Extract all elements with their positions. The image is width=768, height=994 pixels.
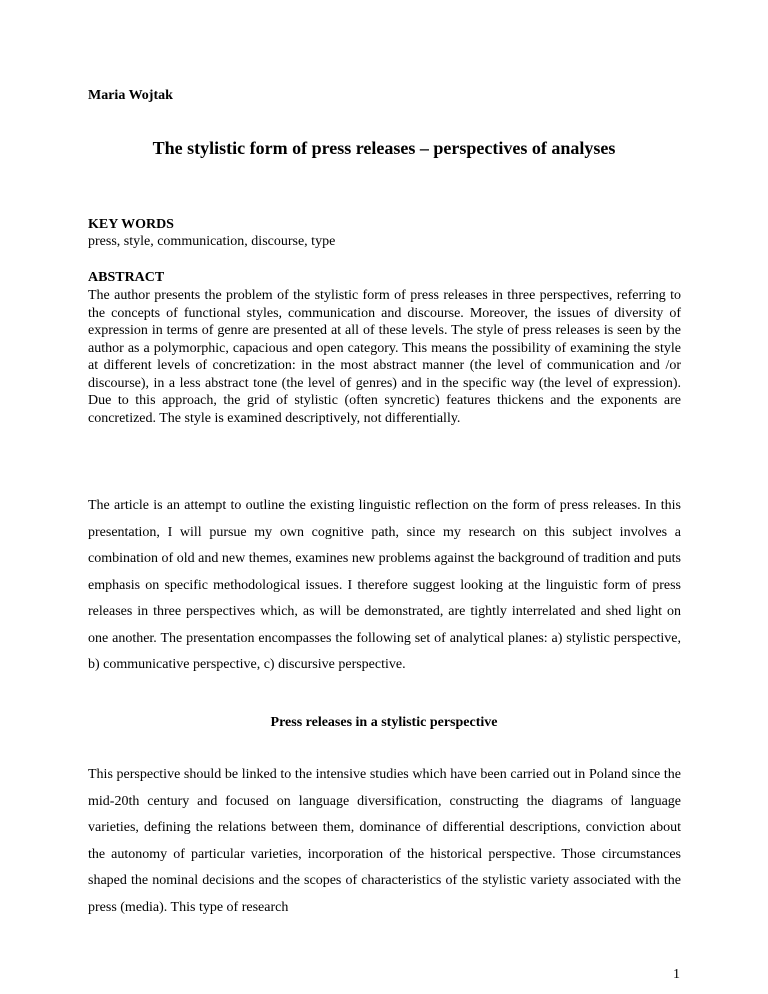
author-name: Maria Wojtak (88, 88, 173, 103)
keywords-text: press, style, communication, discourse, type (88, 234, 336, 249)
abstract-text: The author presents the problem of the stylistic form of press releases in three perspectives, referring to the concepts of functional styles, communication and discourse. Moreover, the issues of diversity of expression in terms of genre are presented at all of these levels. The style of press releases is seen by the author as a polymorphic, capacious and open category. This means the possibility of examining the style at different levels of concretization: in the most abstract manner (the level of communication and /or discourse), in a less abstract tone (the level of genres) and in the specific way (the level of expression). Due to this approach, the grid of stylistic (often syncretic) features thickens and the exponents are concretized. The style is examined descriptively, not differentially. (88, 288, 681, 426)
section-heading: Press releases in a stylistic perspective (270, 715, 498, 730)
intro-paragraph: The article is an attempt to outline the existing linguistic reflection on the form of press releases. In this presentation, I will pursue my own cognitive path, since my research on this subject involves a combination of old and new themes, examines new problems against the background of tradition and puts emphasis on specific methodological issues. I therefore suggest looking at the linguistic form of press releases in three perspectives which, as will be demonstrated, are tightly interrelated and shed light on one another. The presentation encompasses the following set of analytical planes: a) stylistic perspective, b) communicative perspective, c) discursive perspective. (88, 498, 681, 672)
paper-title: The stylistic form of press releases – perspectives of analyses (152, 138, 616, 158)
page-number: 1 (673, 967, 680, 982)
abstract-heading: ABSTRACT (88, 270, 165, 285)
keywords-heading: KEY WORDS (88, 217, 174, 232)
section-paragraph: This perspective should be linked to the intensive studies which have been carried out in Poland since the mid-20th century and focused on language diversification, constructing the diagrams of language varieties, defining the relations between them, dominance of differential descriptions, conviction about the autonomy of particular varieties, incorporation of the historical perspective. Those circumstances shaped the nominal decisions and the scopes of characteristics of the stylistic variety associated with the press (media). This type of research (88, 767, 681, 915)
